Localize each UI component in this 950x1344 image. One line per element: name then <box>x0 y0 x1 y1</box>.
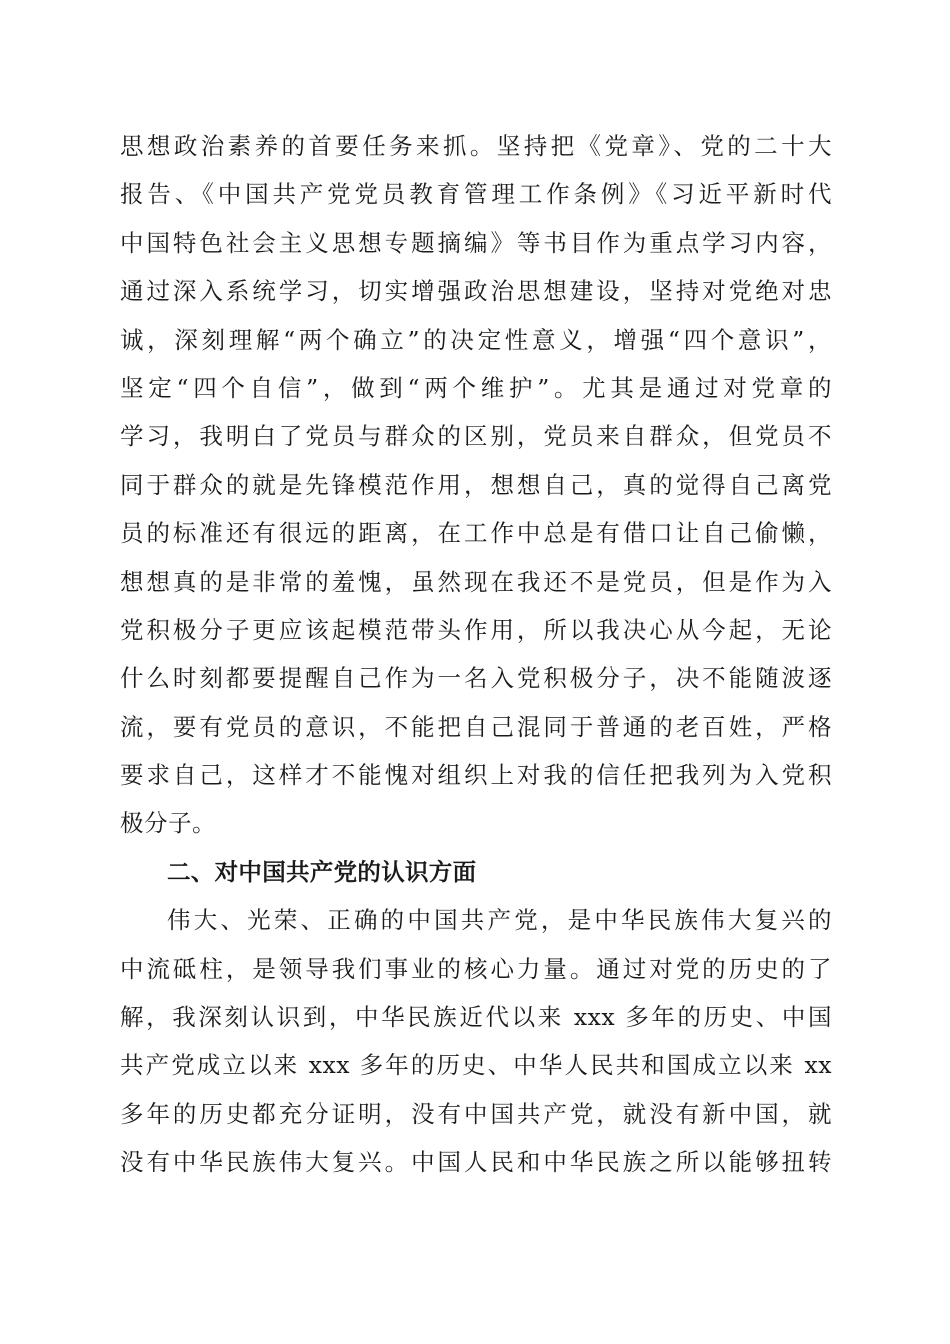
paragraph-1-line: 什么时刻都要提醒自己作为一名入党积极分子，决不能随波逐 <box>120 664 832 693</box>
paragraph-1-line: 诚，深刻理解“两个确立”的决定性意义，增强“四个意识”， <box>120 325 832 354</box>
paragraph-1-line: 想想真的是非常的羞愧，虽然现在我还不是党员，但是作为入 <box>120 567 832 596</box>
paragraph-1-line: 要求自己，这样才不能愧对组织上对我的信任把我列为入党积 <box>120 761 832 790</box>
paragraph-1-line: 思想政治素养的首要任务来抓。坚持把《党章》、党的二十大 <box>120 132 832 160</box>
paragraph-1-line: 极分子。 <box>120 809 216 838</box>
paragraph-2-line: 多年的历史都充分证明，没有中国共产党，就没有新中国，就 <box>120 1099 832 1128</box>
paragraph-1-line: 坚定“四个自信”，做到“两个维护”。尤其是通过对党章的 <box>120 373 832 402</box>
paragraph-2-line: 解，我深刻认识到，中华民族近代以来 xxx 多年的历史、中国 <box>120 1003 832 1032</box>
paragraph-2-line: 没有中华民族伟大复兴。中国人民和中华民族之所以能够扭转 <box>120 1148 832 1177</box>
document-body <box>120 122 832 1187</box>
paragraph-1-line: 中国特色社会主义思想专题摘编》等书目作为重点学习内容， <box>120 228 832 257</box>
paragraph-1-line: 党积极分子更应该起模范带头作用，所以我决心从今起，无论 <box>120 615 832 644</box>
paragraph-2-line: 共产党成立以来 xxx 多年的历史、中华人民共和国成立以来 xx <box>120 1051 832 1080</box>
paragraph-1-line: 流，要有党员的意识，不能把自己混同于普通的老百姓，严格 <box>120 712 832 741</box>
paragraph-2-line: 中流砥柱，是领导我们事业的核心力量。通过对党的历史的了 <box>120 954 832 983</box>
paragraph-1-line: 同于群众的就是先锋模范作用，想想自己，真的觉得自己离党 <box>120 470 832 499</box>
paragraph-1-line: 报告、《中国共产党党员教育管理工作条例》《习近平新时代 <box>120 180 832 209</box>
paragraph-1-line: 通过深入系统学习，切实增强政治思想建设，坚持对党绝对忠 <box>120 277 832 306</box>
paragraph-1-line: 学习，我明白了党员与群众的区别，党员来自群众，但党员不 <box>120 422 832 451</box>
paragraph-2-line: 伟大、光荣、正确的中国共产党，是中华民族伟大复兴的 <box>167 906 832 935</box>
section-heading: 二、对中国共产党的认识方面 <box>167 857 477 886</box>
paragraph-1-line: 员的标准还有很远的距离，在工作中总是有借口让自己偷懒， <box>120 519 832 548</box>
